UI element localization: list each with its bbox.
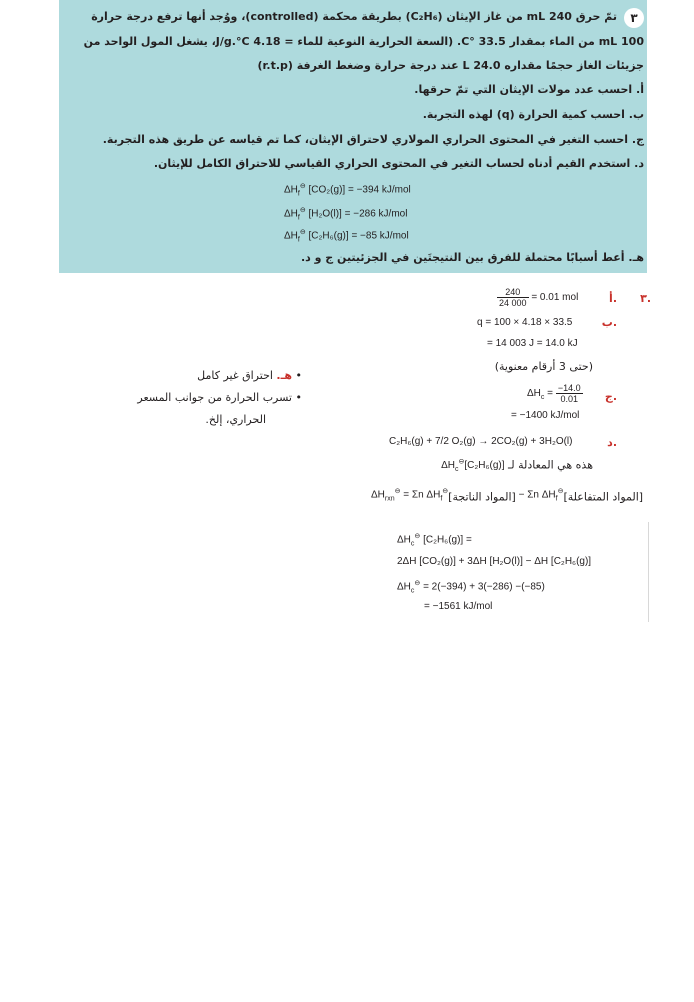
part-a (414, 83, 644, 96)
hess-reactants-label: [المواد المتفاعلة] (563, 490, 644, 504)
answer-b-sigfig: (حتى 3 أرقام معنوية) (494, 360, 593, 373)
answer-he-item-1: • هـ. احتراق غير كامل (197, 369, 302, 382)
hess-law-equation: $\Delta H_{rxn}^⊖ = \Sigma n$ $\Delta H_f^⊖_{[المواد الناتجة]} - \Sigma n$ $\Delta H_f^⊖_{[المواد المتفاعلة]}$ (371, 488, 644, 504)
part-a-text: احسب عدد مولات الإيثان التي تمّ حرقها. (414, 83, 633, 96)
part-he (301, 251, 644, 264)
answer-a-result: = 0.01 mol (531, 292, 579, 304)
part-d (154, 157, 644, 170)
answer-c-fraction: $\frac{-14.0}{0.01}$ (557, 383, 581, 404)
answer-a (497, 287, 578, 308)
part-a-letter: أ. (636, 83, 644, 96)
answer-a-fraction: $\frac{240}{24 000}$ (499, 287, 527, 308)
question-line-3: جزيئات الغاز حجمًا مقداره 24.0 L عند درجة حرارة وضغط الغرفة (r.t.p) (257, 59, 644, 72)
answer-b-line-1: q = 100 × 4.18 × 33.5 (477, 317, 573, 328)
answer-b-line-2: = 14 003 J = 14.0 kJ (487, 338, 578, 349)
data-value-co2: $\Delta H_f^⊖$ [CO₂(g)] = −394 kJ/mol (284, 183, 411, 198)
answer-c: $\Delta H_c$ = $\frac{-14.0}{0.01}$ (527, 383, 581, 404)
divider-line (648, 522, 649, 622)
part-d-text: استخدم القيم أدناه لحساب التغير في المحتوى الحراري القياسي للاحتراق الكامل للإيثان. (153, 157, 631, 170)
answer-he-item-2-cont: الحراري، إلخ. (205, 413, 266, 426)
part-c (103, 133, 644, 146)
calc-line-3: $\Delta H_c^⊖ = 2(-394) + 3(-286) -(-85)$ (397, 580, 545, 595)
answer-he-letter: هـ. (276, 369, 292, 382)
question-line-2: 100 mL من الماء بمقدار 33.5 °C. (السعة الحرارية النوعية للماء = 4.18 J/g.°C، يشغل المول الواحد من (83, 35, 644, 48)
answer-c-result: = −1400 kJ/mol (511, 410, 580, 421)
calc-line-1: $\Delta H_c^⊖$ [C₂H₆(g)] = (397, 533, 472, 548)
part-c-letter: ج. (631, 133, 644, 146)
answer-d-equation: C₂H₆(g) + 7/2 O₂(g) → 2CO₂(g) + 3H₂O(l) (389, 436, 573, 447)
part-he-text: أعط أسبابًا محتملة للفرق بين النتيجتَين في الجزئيتين ج و د. (300, 251, 625, 264)
part-b-text: احسب كمية الحرارة (q) لهذه التجربة. (422, 108, 625, 121)
answer-he-item-2: • تسرب الحرارة من جوانب المسعر (137, 391, 302, 404)
answer-b-letter: ب. (601, 316, 617, 329)
hess-products-label: [المواد الناتجة] (448, 490, 516, 504)
data-value-c2h6: $\Delta H_f^⊖$ [C₂H₆(g)] = −85 kJ/mol (284, 229, 409, 244)
data-value-h2o: $\Delta H_f^⊖$ [H₂O(l)] = −286 kJ/mol (284, 207, 408, 222)
calc-line-2: 2ΔH [CO₂(g)] + 3ΔH [H₂O(l)] − ΔH [C₂H₆(g)] (397, 556, 592, 567)
part-he-letter: هـ. (628, 251, 644, 264)
answer-number: ٣. (640, 292, 651, 305)
answer-c-letter: ج. (604, 390, 617, 403)
question-line-1: تمّ حرق 240 mL من غاز الإيثان (C₂H₆) بطريقة محكمة (controlled)، ووُجد أنها ترفع درجة حرارة (91, 10, 617, 23)
part-c-text: احسب التغير في المحتوى الحراري المولاري لاحتراق الإيثان، كما تم قياسه عن طريق هذه التجربة. (102, 133, 629, 146)
answer-d-note: هذه هي المعادلة لـ $\Delta H_c^⊖[C_2H_6(g)]$ (441, 458, 593, 474)
part-d-letter: د. (634, 157, 644, 170)
calc-line-4: = −1561 kJ/mol (424, 601, 493, 612)
part-b-letter: ب. (628, 108, 644, 121)
answer-d-letter: د. (607, 436, 617, 449)
question-number: ٣ (624, 8, 644, 28)
answer-a-letter: أ. (609, 292, 617, 305)
part-b (423, 108, 644, 121)
